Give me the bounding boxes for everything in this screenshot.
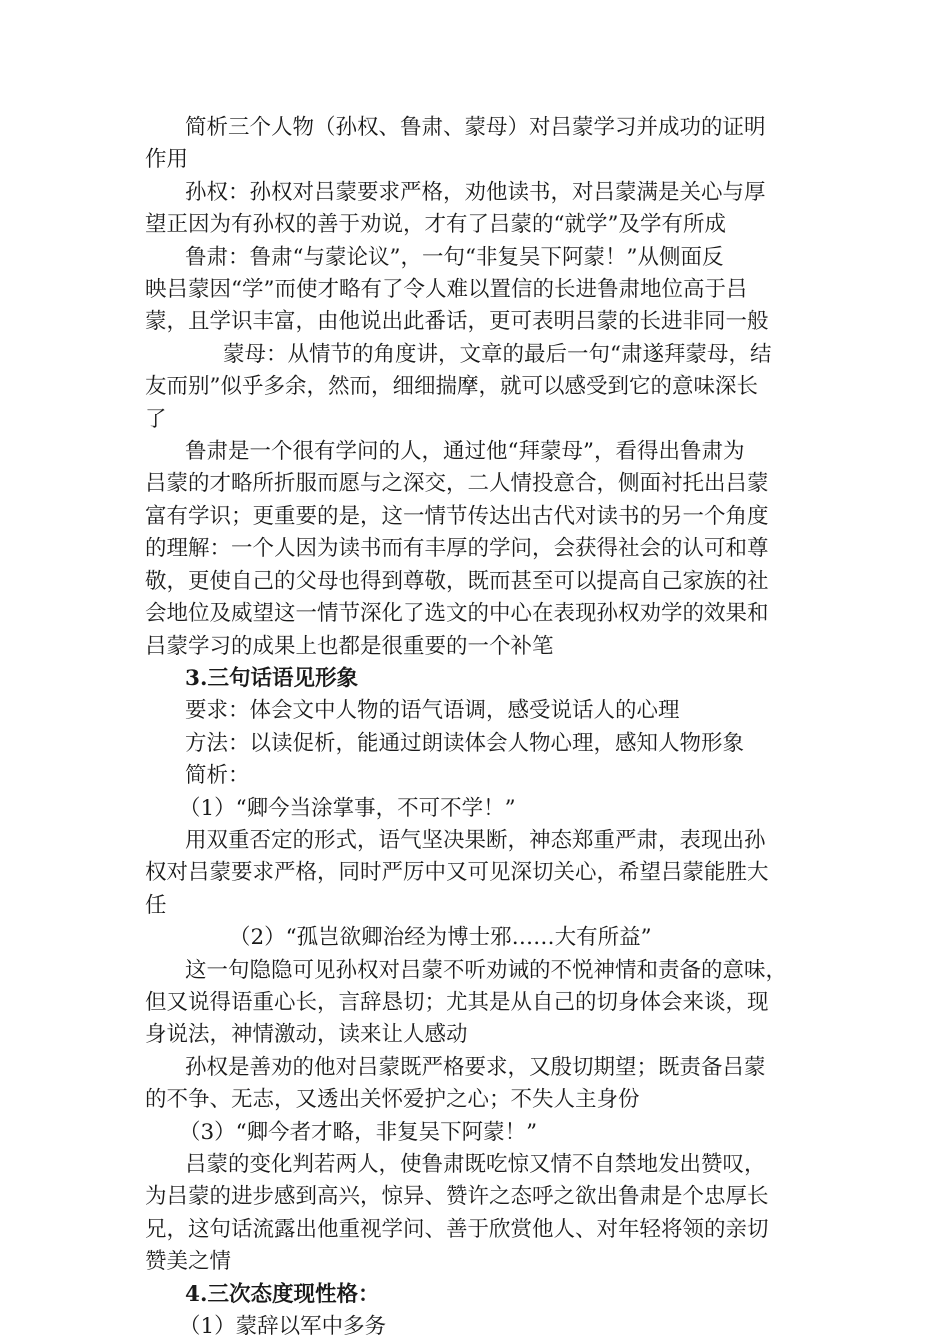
text-line: 孙权是善劝的他对吕蒙既严格要求，又殷切期望；既责备吕蒙 [185, 1054, 766, 1080]
text-line: 吕蒙学习的成果上也都是很重要的一个补笔 [145, 633, 554, 659]
quote-line: （3）“卿今者才略，非复吴下阿蒙！” [179, 1119, 538, 1145]
text-line: 了 [145, 406, 167, 432]
text-line: 兄，这句话流露出他重视学问、善于欣赏他人、对年轻将领的亲切 [145, 1216, 769, 1242]
text-line: 用双重否定的形式，语气坚决果断，神态郑重严肃，表现出孙 [185, 827, 766, 853]
text-line: 简析三个人物（孙权、鲁肃、蒙母）对吕蒙学习并成功的证明 [185, 115, 766, 140]
text-line: 的不争、无志，又透出关怀爱护之心；不失人主身份 [145, 1087, 640, 1113]
text-line: 会地位及威望这一情节深化了选文的中心在表现孙权劝学的效果和 [145, 601, 769, 627]
text-line: 吕蒙的才略所折服而愿与之深交，二人情投意合，侧面衬托出吕蒙 [145, 471, 769, 497]
text-line: （1）蒙辞以军中多务 [179, 1314, 387, 1340]
text-line: 任 [145, 892, 167, 918]
text-line: 赞美之情 [145, 1249, 232, 1275]
text-line: 富有学识；更重要的是，这一情节传达出古代对读书的另一个角度 [145, 503, 769, 529]
text-line: 鲁肃是一个很有学问的人，通过他“拜蒙母”，看得出鲁肃为 [185, 439, 745, 465]
text-line: 权对吕蒙要求严格，同时严厉中又可见深切关心，希望吕蒙能胜大 [145, 860, 769, 886]
text-line: 方法：以读促析，能通过朗读体会人物心理，感知人物形象 [185, 730, 745, 756]
section-heading: 4.三次态度现性格： [185, 1281, 380, 1307]
text-line: 敬，更使自己的父母也得到尊敬，既而甚至可以提高自己家族的社 [145, 568, 769, 594]
text-line: 为吕蒙的进步感到高兴，惊异、赞许之态呼之欲出鲁肃是个忠厚长 [145, 1184, 769, 1210]
document-page [145, 112, 805, 1343]
text-line: 作用 [145, 147, 189, 173]
section-heading: 3.三句话语见形象 [185, 665, 358, 691]
text-line: 简析： [185, 763, 250, 789]
text-line: 要求：体会文中人物的语气语调，感受说话人的心理 [185, 698, 680, 724]
quote-line: （1）“卿今当涂掌事，不可不学！” [179, 795, 516, 821]
text-line: 映吕蒙因“学”而使才略有了令人难以置信的长进鲁肃地位高于吕 [145, 277, 748, 303]
text-line: 吕蒙的变化判若两人，使鲁肃既吃惊又情不自禁地发出赞叹， [185, 1152, 766, 1177]
text-line: 但又说得语重心长，言辞恳切；尤其是从自己的切身体会来谈，现 [145, 989, 769, 1015]
text-line: 鲁肃：鲁肃“与蒙论议”，一句“非复吴下阿蒙！”从侧面反 [185, 244, 724, 270]
text-line: 蒙，且学识丰富，由他说出此番话，更可表明吕蒙的长进非同一般 [145, 309, 769, 335]
text-line: 孙权：孙权对吕蒙要求严格，劝他读书，对吕蒙满是关心与厚 [185, 179, 766, 205]
text-line: 友而别”似乎多余，然而，细细揣摩，就可以感受到它的意味深长 [145, 374, 758, 400]
text-line: 望正因为有孙权的善于劝说，才有了吕蒙的“就学”及学有所成 [145, 212, 726, 238]
quote-line: （2）“孤岂欲卿治经为博士邪……大有所益” [229, 925, 652, 951]
text-line: 蒙母：从情节的角度讲，文章的最后一句“肃遂拜蒙母，结 [223, 341, 772, 367]
text-line: 身说法，神情激动，读来让人感动 [145, 1022, 468, 1048]
text-line: 的理解：一个人因为读书而有丰厚的学问，会获得社会的认可和尊 [145, 536, 769, 562]
text-line: 这一句隐隐可见孙权对吕蒙不听劝诫的不悦神情和责备的意味， [185, 957, 788, 983]
